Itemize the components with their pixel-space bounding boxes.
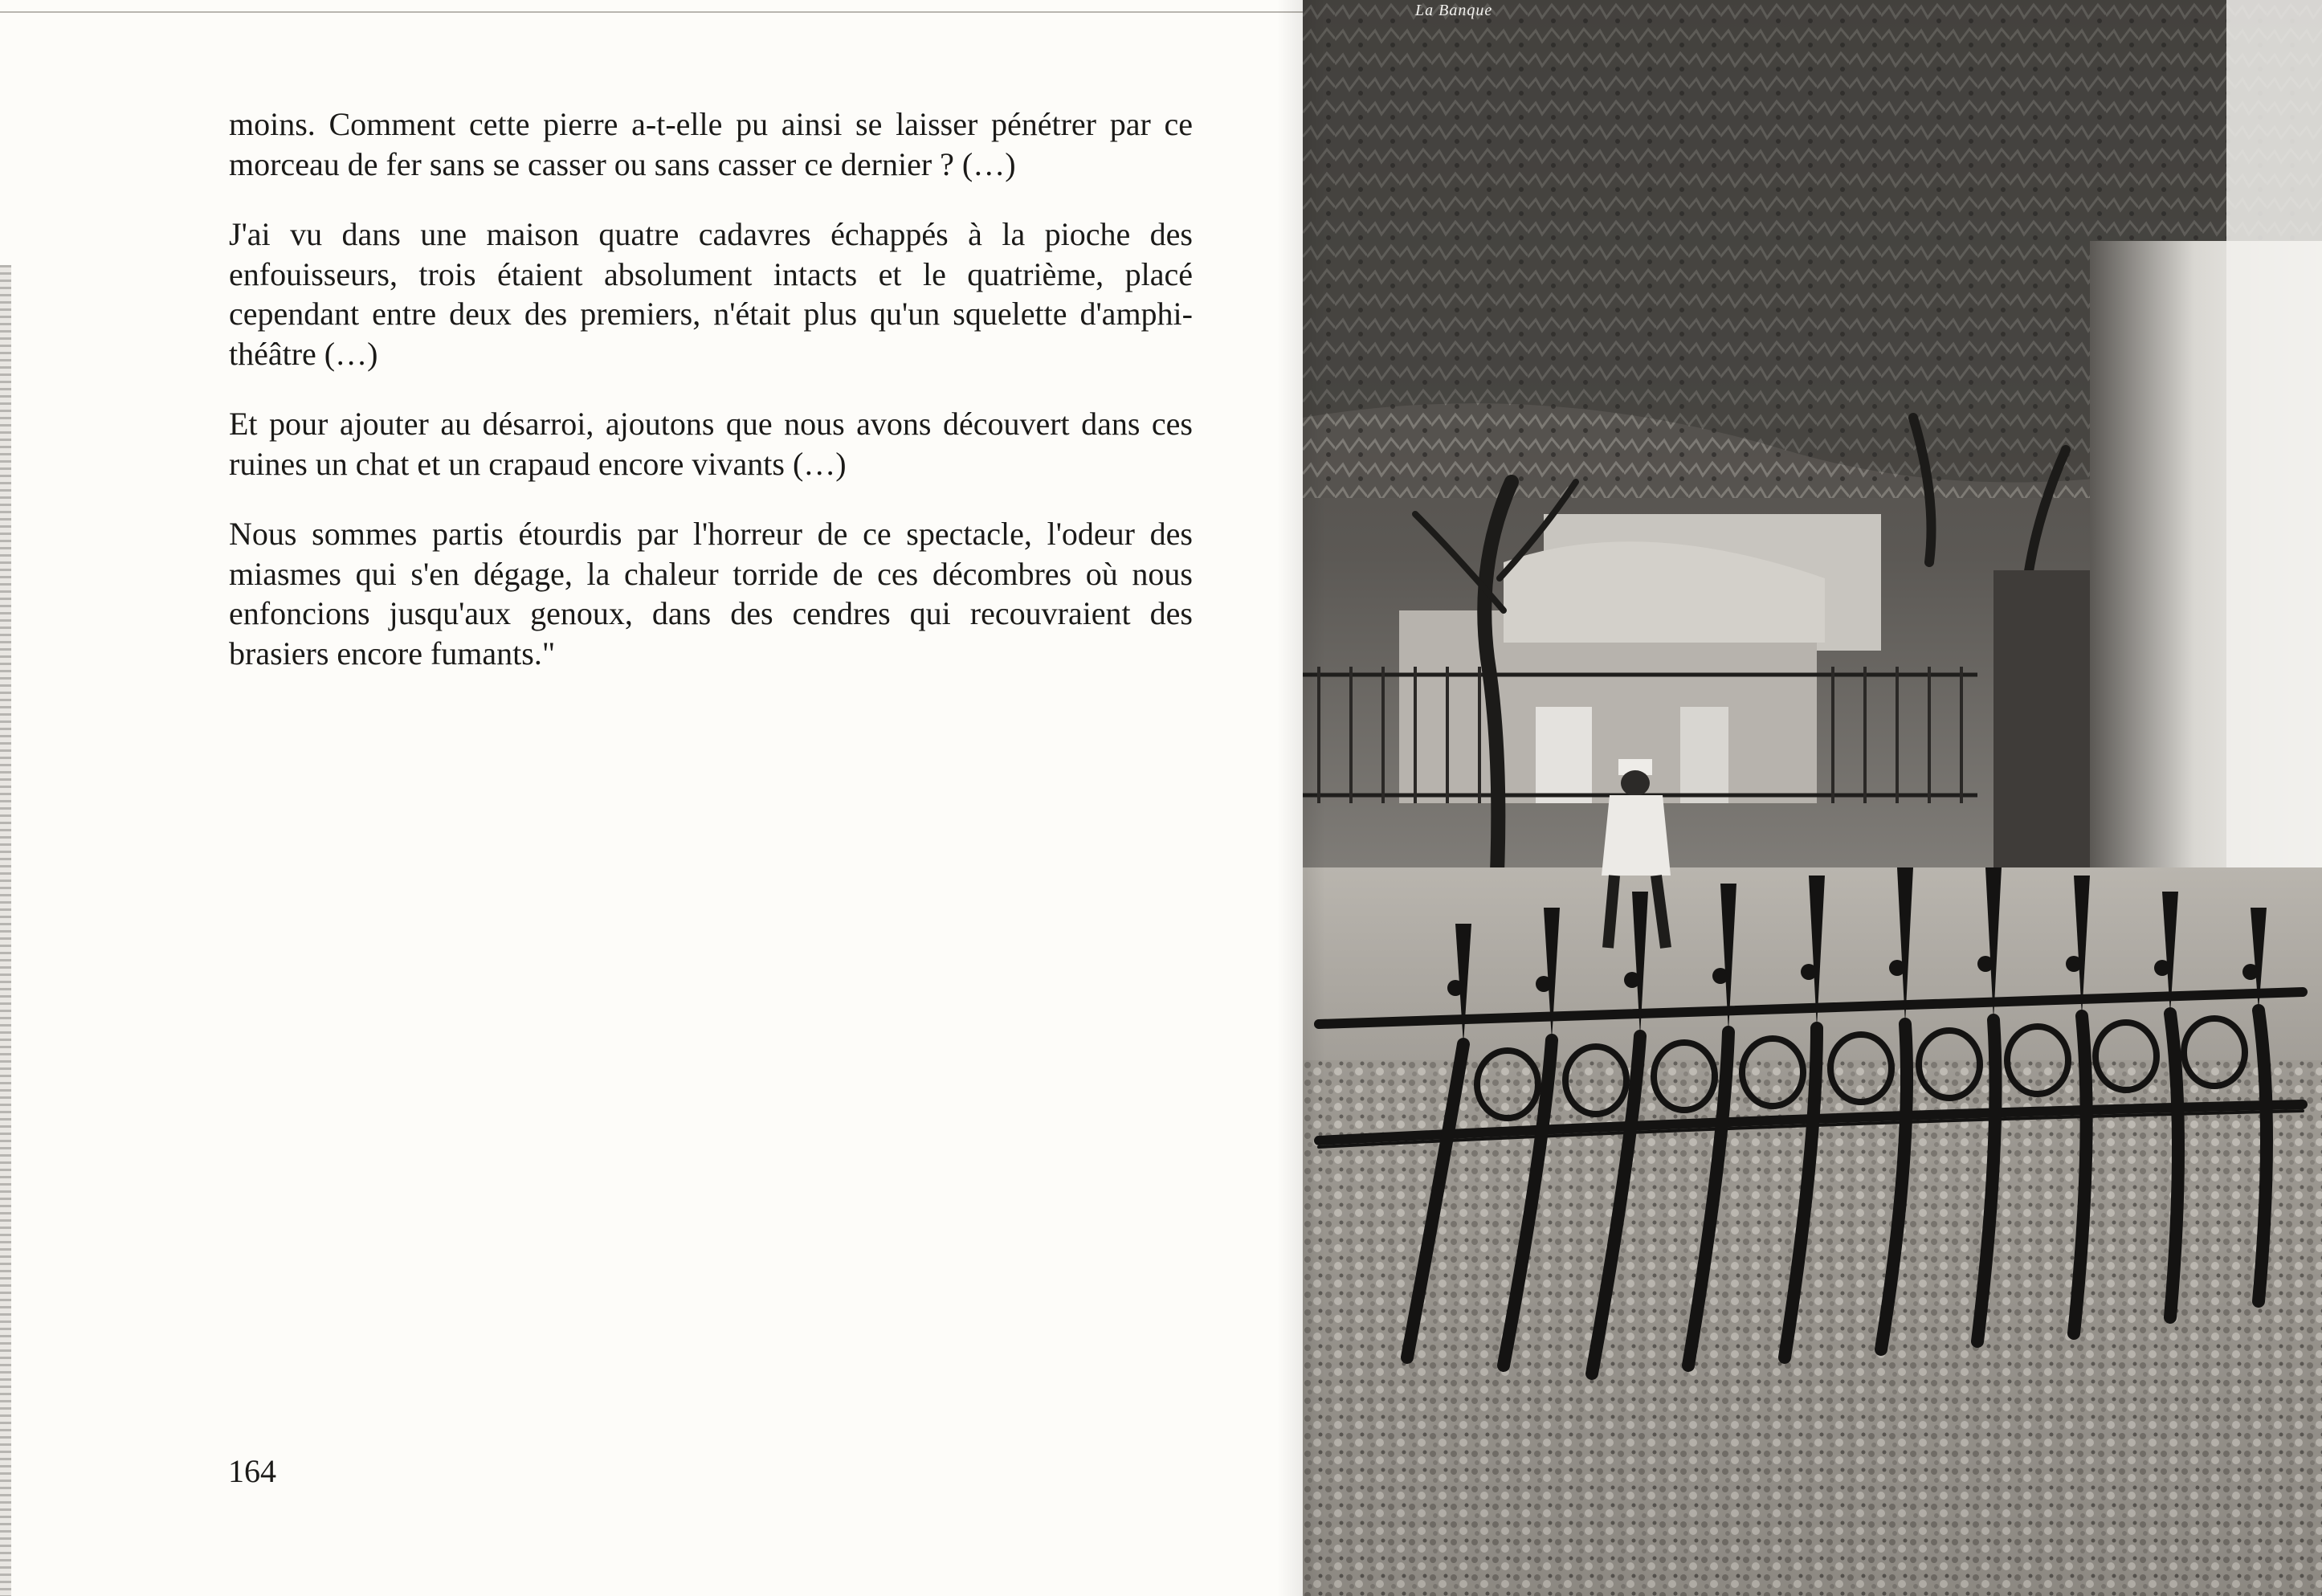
paragraph-4: Nous sommes partis étourdis par l'horreur de ce spectacle, l'odeur des miasmes qui s'en dégage, la chaleur torride de ces décombres où nous enfoncions jusqu'aux genoux, dans des cendres qui recouvraient des brasiers encore fumants." xyxy=(229,516,1193,671)
page-number: 164 xyxy=(228,1453,276,1489)
text-block xyxy=(229,104,1193,704)
book-gutter xyxy=(1277,0,1325,1596)
right-page xyxy=(1303,0,2322,1596)
ruins-photograph xyxy=(1303,0,2322,1596)
paragraph-3: Et pour ajouter au désarroi, ajoutons que nous avons découvert dans ces ruines un chat et un crapaud encore vivants (…) xyxy=(229,406,1193,482)
paragraph-2: J'ai vu dans une maison quatre cadavres échappés à la pioche des enfouisseurs, trois étaient absolument intacts et le quatrième, placé cependant entre deux des premiers, n'était plus qu'un squelette d'amphithéâtre (…) xyxy=(229,216,1193,372)
page-edge xyxy=(0,265,11,1596)
paragraph-1: moins. Comment cette pierre a-t-elle pu ainsi se laisser pénétrer par ce morceau de fer sans se casser ou sans casser ce dernier ? (…) xyxy=(229,106,1193,182)
photo-top-caption: La Banque xyxy=(1415,2,1493,19)
top-rule xyxy=(0,11,1303,13)
